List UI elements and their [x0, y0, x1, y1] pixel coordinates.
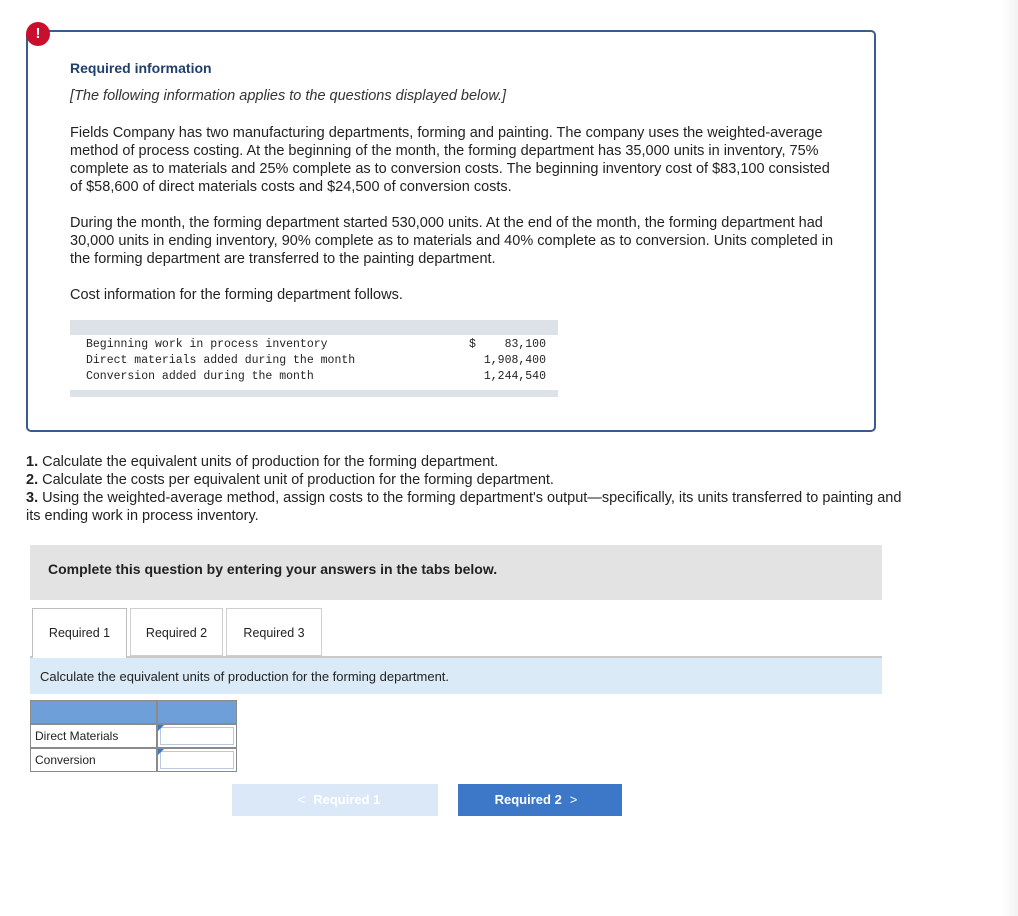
- question-text: Calculate the equivalent units of production for the forming department.: [42, 454, 499, 470]
- info-paragraph-3: Cost information for the forming department follows.: [70, 287, 403, 303]
- instruction-text: Calculate the equivalent units of production for the forming department.: [40, 669, 450, 684]
- tab-required-1[interactable]: Required 1: [32, 608, 127, 658]
- cost-table-header-bar: [70, 320, 558, 335]
- tab-required-3[interactable]: Required 3: [226, 608, 322, 656]
- cost-value: 1,908,400: [483, 354, 546, 367]
- tab-required-2[interactable]: Required 2: [130, 608, 223, 656]
- cost-label: Conversion added during the month: [86, 370, 314, 383]
- cost-row: [86, 338, 556, 354]
- info-paragraph-2: During the month, the forming department started 530,000 units. At the end of the month, the forming department had 30,000 units in ending inventory, 90% complete as to materials and 40% complete as to conversion. Units completed in the forming department are transferred to the painting department.: [70, 215, 834, 267]
- page-edge-shade: [1002, 0, 1018, 916]
- alert-icon: !: [26, 22, 50, 46]
- chevron-right-icon: >: [569, 792, 578, 807]
- answer-cell: [157, 724, 237, 748]
- cost-label: Direct materials added during the month: [86, 354, 356, 367]
- input-flag-icon: [158, 725, 164, 731]
- question-item: [26, 471, 906, 489]
- required-information-panel: [26, 30, 876, 432]
- answer-row-label: Conversion: [30, 748, 157, 772]
- question-item: [26, 489, 906, 525]
- cost-table-footer-bar: [70, 390, 558, 397]
- previous-required-button[interactable]: [232, 784, 438, 816]
- info-title: Required information: [70, 60, 212, 76]
- next-required-button[interactable]: [458, 784, 622, 816]
- previous-button-label: Required 1: [313, 792, 381, 807]
- info-paragraph-1: Fields Company has two manufacturing departments, forming and painting. The company uses the weighted-average method of process costing. At the beginning of the month, the forming department has 35,000 units in inventory, 75% complete as to materials and 25% complete as to conversion costs. The beginning inventory cost of $83,100 consisted of $58,600 of direct materials costs and $24,500 of conversion costs.: [70, 125, 830, 195]
- conversion-input[interactable]: [160, 751, 234, 769]
- cost-value: 83,100: [504, 338, 546, 351]
- info-subtitle: [The following information applies to the questions displayed below.]: [70, 88, 507, 104]
- question-number: 1.: [26, 454, 39, 470]
- instructions-banner: [30, 545, 882, 600]
- question-number: 2.: [26, 472, 39, 488]
- cost-row: [86, 354, 556, 370]
- question-text: Calculate the costs per equivalent unit of production for the forming department.: [42, 472, 554, 488]
- chevron-left-icon: <: [297, 792, 306, 807]
- cost-row: [86, 370, 556, 386]
- cost-label: Beginning work in process inventory: [86, 338, 328, 351]
- cost-value: 1,244,540: [483, 370, 546, 383]
- tab-instruction: [30, 658, 882, 694]
- cost-information-table: [70, 320, 558, 400]
- input-flag-icon: [158, 749, 164, 755]
- banner-text: Complete this question by entering your answers in the tabs below.: [48, 561, 498, 577]
- cost-currency: $: [469, 338, 476, 351]
- answer-table-header-label: [30, 700, 157, 724]
- question-list: [26, 453, 906, 525]
- question-text: Using the weighted-average method, assign costs to the forming department's output—specifically, its units transferred to painting and its ending work in process inventory.: [26, 490, 902, 524]
- answer-cell: [157, 748, 237, 772]
- answer-row-label: Direct Materials: [30, 724, 157, 748]
- direct-materials-input[interactable]: [160, 727, 234, 745]
- question-number: 3.: [26, 490, 39, 506]
- question-item: [26, 453, 906, 471]
- next-button-label: Required 2: [494, 792, 562, 807]
- answer-table-header-value: [157, 700, 237, 724]
